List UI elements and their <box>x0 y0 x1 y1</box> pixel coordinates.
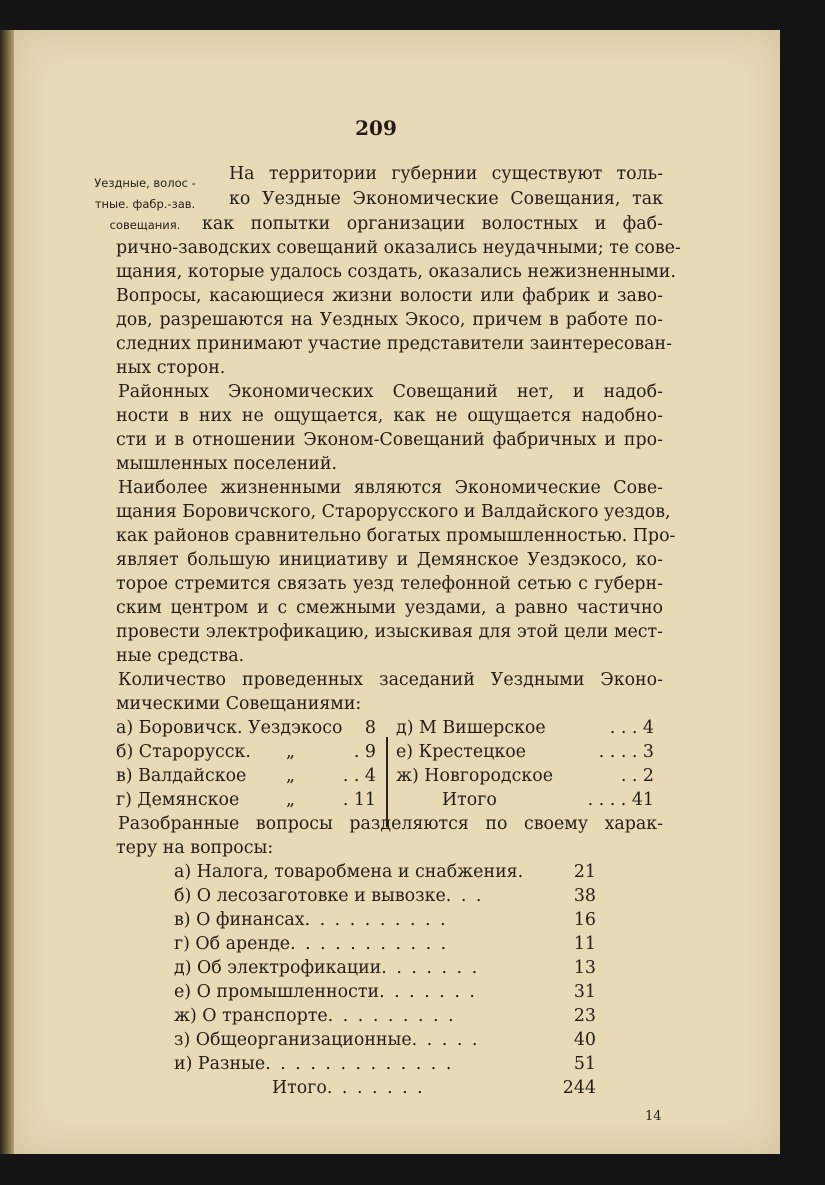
table-cell-value: 8 <box>364 718 376 738</box>
ditto-mark: „ <box>286 742 296 762</box>
text-line: Вопросы, касающиеся жизни волости или фабрик и заво- <box>116 286 663 306</box>
table-cell-value: . 11 <box>342 790 376 810</box>
list-item <box>174 980 596 1004</box>
text-line: На территории губернии существуют толь- <box>229 164 663 184</box>
signature-mark: 14 <box>645 1109 662 1124</box>
text-line: дов, разрешаются на Уездных Экосо, причем в работе по- <box>116 310 663 330</box>
list-item-label: г) Об аренде <box>174 934 291 954</box>
text-line: ные средства. <box>116 646 245 666</box>
list-item <box>174 1028 596 1052</box>
margin-note-line: совещания. <box>109 218 181 232</box>
table-cell-value: . . 2 <box>620 766 654 786</box>
list-item <box>174 932 596 956</box>
text-line: Районных Экономических Совещаний нет, и надоб- <box>118 382 663 402</box>
text-line: как попытки организации волостных и фаб- <box>202 214 663 234</box>
table-cell-value: . . 4 <box>342 766 376 786</box>
leader-dots: . <box>517 862 526 882</box>
list-item-label: в) О финансах <box>174 910 305 930</box>
list-item-value: 23 <box>573 1006 596 1026</box>
text-line: щания, которые удалось создать, оказались нежизненными. <box>116 262 676 282</box>
list-total-label: Итого <box>272 1078 327 1098</box>
margin-note <box>72 173 218 236</box>
list-item <box>174 860 596 884</box>
book-page <box>14 30 780 1154</box>
table-total-label: Итого <box>442 790 497 810</box>
list-item-label: б) О лесозаготовке и вывозке <box>174 886 446 906</box>
list-item <box>174 1052 596 1076</box>
text-line: ности в них не ощущается, как не ощущается надобно- <box>116 406 663 426</box>
text-line: следних принимают участие представители заинтересован- <box>116 334 672 354</box>
table-cell-value: . 9 <box>353 742 376 762</box>
leader-dots: . . . . . . . . . . . <box>290 934 449 954</box>
list-item <box>174 1004 596 1028</box>
list-item-value: 31 <box>573 982 596 1002</box>
text-line: мышленных поселений. <box>116 454 337 474</box>
table-total-value: . . . . 41 <box>587 790 654 810</box>
text-line: ским центром и с смежными уездами, а равно частично <box>116 598 663 618</box>
text-line: Наиболее жизненными являются Экономические Сове- <box>118 478 663 498</box>
list-item <box>174 908 596 932</box>
table-cell-value: . . . . 3 <box>598 742 654 762</box>
list-total <box>272 1076 596 1100</box>
leader-dots: . . . . . . . . . . <box>304 910 448 930</box>
table-cell-label: г) Демянское <box>116 790 240 810</box>
text-line: ных сторон. <box>116 358 226 378</box>
ditto-mark: „ <box>286 766 296 786</box>
table-cell-label: б) Старорусск. <box>116 742 251 762</box>
list-item-value: 51 <box>573 1054 596 1074</box>
list-item-value: 13 <box>573 958 596 978</box>
list-item-value: 16 <box>573 910 596 930</box>
ditto-mark: „ <box>286 790 296 810</box>
margin-note-line: тные. фабр.-зав. <box>94 197 196 211</box>
list-item-value: 38 <box>573 886 596 906</box>
text-line: провести электрофикацию, изыскивая для этой цели мест- <box>116 622 663 642</box>
text-line: теру на вопросы: <box>116 838 274 858</box>
table-cell-label: в) Валдайское <box>116 766 247 786</box>
list-item-label: д) Об электрофикации <box>174 958 382 978</box>
table-cell-label: а) Боровичск. Уездэкосо <box>116 718 343 738</box>
leader-dots: . . . . . . . . . . . . . <box>265 1054 454 1074</box>
list-item-value: 11 <box>573 934 596 954</box>
list-item <box>174 884 596 908</box>
leader-dots: . . . . . . . <box>381 958 480 978</box>
text-line: Количество проведенных заседаний Уездными Эконо- <box>118 670 663 690</box>
list-item-label: а) Налога, товаробмена и снабжения <box>174 862 518 882</box>
table-cell-label: ж) Новгородское <box>396 766 553 786</box>
text-line: щания Боровичского, Старорусского и Валдайского уездов, <box>116 502 671 522</box>
text-line: рично-заводских совещаний оказались неудачными; те сове- <box>116 238 681 258</box>
list-item-value: 21 <box>573 862 596 882</box>
text-line: Разобранные вопросы разделяются по своему харак- <box>118 814 663 834</box>
leader-dots: . . . . . <box>411 1030 480 1050</box>
margin-note-line: Уездные, волос - <box>94 176 196 190</box>
list-item-value: 40 <box>573 1030 596 1050</box>
page-number: 209 <box>355 116 397 140</box>
leader-dots: . . . <box>445 886 484 906</box>
table-cell-label: е) Крестецкое <box>396 742 526 762</box>
list-item-label: е) О промышленности <box>174 982 380 1002</box>
list-item-label: з) Общеорганизационные <box>174 1030 412 1050</box>
text-line: как районов сравнительно богатых промышленностью. Про- <box>116 526 676 546</box>
leader-dots: . . . . . . . <box>326 1078 425 1098</box>
book-spine <box>0 30 14 1154</box>
text-line: ко Уездные Экономические Совещания, так <box>229 189 663 209</box>
leader-dots: . . . . . . . . . <box>327 1006 456 1026</box>
list-total-value: 244 <box>562 1078 596 1098</box>
list-item-label: ж) О транспорте <box>174 1006 328 1026</box>
text-line: сти и в отношении Эконом-Совещаний фабричных и про- <box>116 430 663 450</box>
list-item <box>174 956 596 980</box>
leader-dots: . . . . . . . <box>379 982 477 1002</box>
list-item-label: и) Разные <box>174 1054 266 1074</box>
text-line: мическими Совещаниями: <box>116 694 362 714</box>
text-line: торое стремится связать уезд телефонной сетью с губерн- <box>116 574 663 594</box>
table-cell-label: д) М Вишерское <box>396 718 546 738</box>
table-cell-value: . . . 4 <box>609 718 654 738</box>
text-line: являет большую инициативу и Демянское Уездэкосо, ко- <box>116 550 663 570</box>
